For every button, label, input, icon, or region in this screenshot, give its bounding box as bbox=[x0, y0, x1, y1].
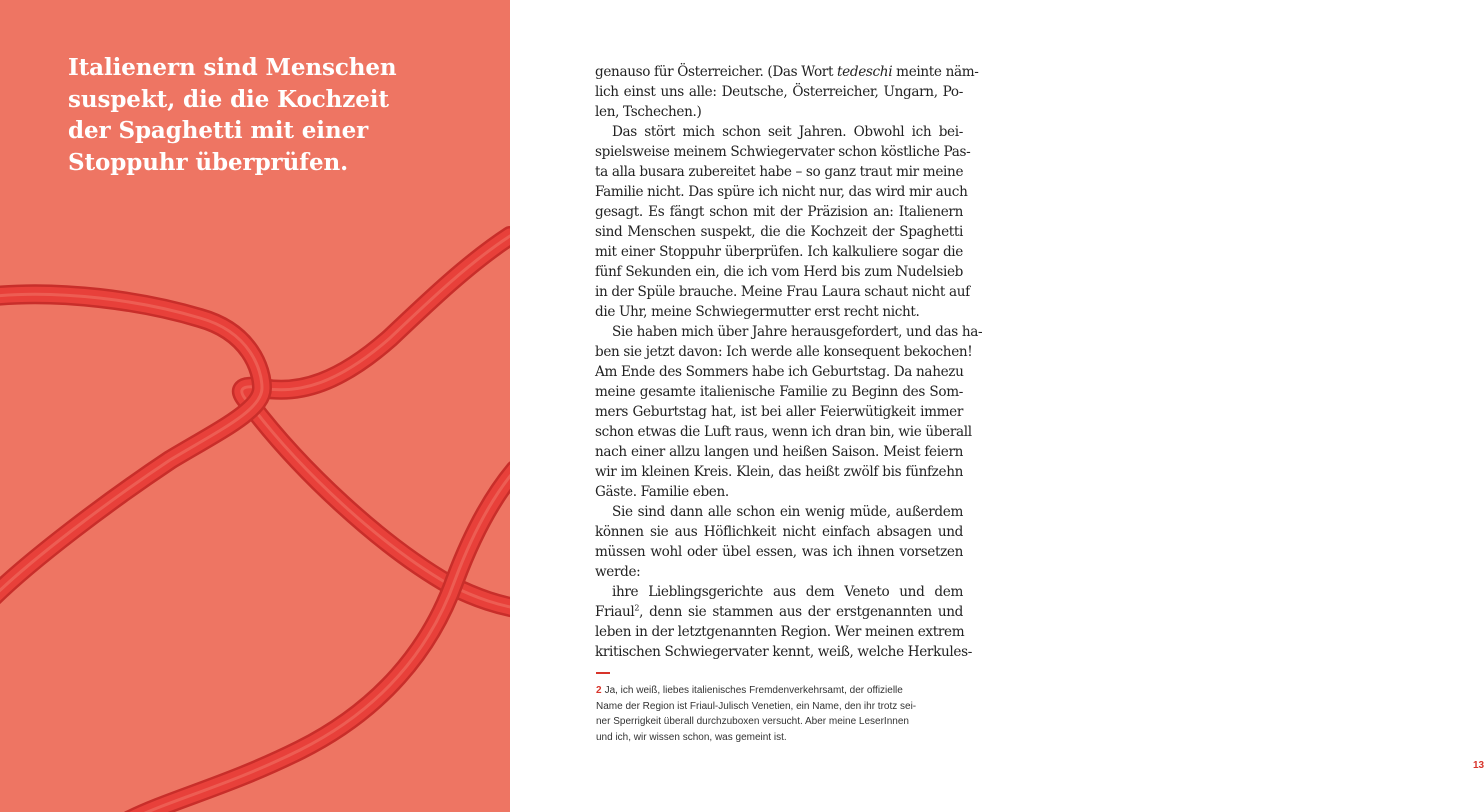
pull-quote-line: Italienern sind Menschen bbox=[68, 54, 397, 81]
text-line: fünf Sekunden ein, die ich vom Herd bis zum Nudelsieb bbox=[595, 264, 963, 280]
text-line: in der Spüle brauche. Meine Frau Laura schaut nicht auf bbox=[595, 284, 970, 300]
text-line: ben sie jetzt davon: Ich werde alle konsequent bekochen! bbox=[595, 344, 973, 360]
text-line: sind Menschen suspekt, die die Kochzeit der Spaghetti bbox=[595, 224, 963, 240]
text-line: ihre Lieblingsgerichte aus dem Veneto und dem bbox=[612, 584, 963, 600]
text-line: gesagt. Es fängt schon mit der Präzision an: Italienern bbox=[595, 204, 963, 220]
body-text bbox=[595, 62, 983, 662]
text-line: Gäste. Familie eben. bbox=[595, 484, 729, 500]
text-line: Friaul$^2$, denn sie stammen aus der erstgenannten und bbox=[595, 603, 963, 620]
pull-quote-line: der Spaghetti mit einer bbox=[68, 117, 369, 144]
text-line: wir im kleinen Kreis. Klein, das heißt zwölf bis fünfzehn bbox=[595, 464, 963, 480]
spaghetti-strand-3 bbox=[130, 470, 515, 812]
text-line: kritischen Schwiegervater kennt, weiß, welche Herkules- bbox=[595, 644, 972, 660]
footnote-number: 2 bbox=[596, 685, 602, 696]
right-page bbox=[510, 0, 1484, 812]
footnote bbox=[596, 683, 966, 745]
text-line: Das stört mich schon seit Jahren. Obwohl ich bei- bbox=[612, 124, 963, 140]
pull-quote bbox=[68, 52, 468, 178]
footnote-line: 2 Ja, ich weiß, liebes italienisches Fremdenverkehrsamt, der offizielle bbox=[596, 685, 903, 696]
footnote-line: ner Sperrigkeit überall durchzuboxen versucht. Aber meine LeserInnen bbox=[596, 716, 909, 727]
footnote-divider bbox=[596, 672, 610, 674]
text-line: mit einer Stoppuhr überprüfen. Ich kalkuliere sogar die bbox=[595, 244, 963, 260]
text-line: Sie sind dann alle schon ein wenig müde, außerdem bbox=[612, 504, 963, 520]
italic-word: tedeschi bbox=[837, 64, 893, 80]
text-line: die Uhr, meine Schwiegermutter erst recht nicht. bbox=[595, 304, 920, 320]
text-line: lich einst uns alle: Deutsche, Österreicher, Ungarn, Po- bbox=[595, 84, 963, 100]
text-line: müssen wohl oder übel essen, was ich ihnen vorsetzen bbox=[595, 544, 963, 560]
text-line: leben in der letztgenannten Region. Wer meinen extrem bbox=[595, 624, 965, 640]
text-line: meine gesamte italienische Familie zu Beginn des Som- bbox=[595, 384, 963, 400]
text-line: Am Ende des Sommers habe ich Geburtstag. Da nahezu bbox=[595, 364, 964, 380]
text-line: mers Geburtstag hat, ist bei aller Feierwütigkeit immer bbox=[595, 404, 963, 420]
text-line: Familie nicht. Das spüre ich nicht nur, das wird mir auch bbox=[595, 184, 968, 200]
pull-quote-line: Stoppuhr überprüfen. bbox=[68, 148, 349, 176]
page-number: 13 bbox=[1473, 760, 1484, 771]
text-line: genauso für Österreicher. (Das Wort tedeschi meinte näm- bbox=[595, 64, 979, 80]
footnote-reference: 2 bbox=[634, 603, 640, 613]
text-line: spielsweise meinem Schwiegervater schon köstliche Pas- bbox=[595, 144, 971, 160]
text-line: nach einer allzu langen und heißen Saison. Meist feiern bbox=[595, 444, 963, 460]
left-page-illustration bbox=[0, 0, 510, 812]
text-line: können sie aus Höflichkeit nicht einfach absagen und bbox=[595, 524, 963, 540]
text-line: werde: bbox=[595, 564, 641, 580]
text-line: len, Tschechen.) bbox=[595, 104, 702, 120]
footnote-line: und ich, wir wissen schon, was gemeint ist. bbox=[596, 731, 787, 743]
text-line: schon etwas die Luft raus, wenn ich dran bin, wie überall bbox=[595, 424, 972, 440]
footnote-line: Name der Region ist Friaul-Julisch Venetien, ein Name, den ihr trotz sei- bbox=[596, 700, 917, 712]
text-line: Sie haben mich über Jahre herausgefordert, und das ha- bbox=[612, 324, 983, 340]
pull-quote-line: suspekt, die die Kochzeit bbox=[68, 85, 389, 113]
text-line: ta alla busara zubereitet habe – so ganz traut mir meine bbox=[595, 164, 964, 180]
